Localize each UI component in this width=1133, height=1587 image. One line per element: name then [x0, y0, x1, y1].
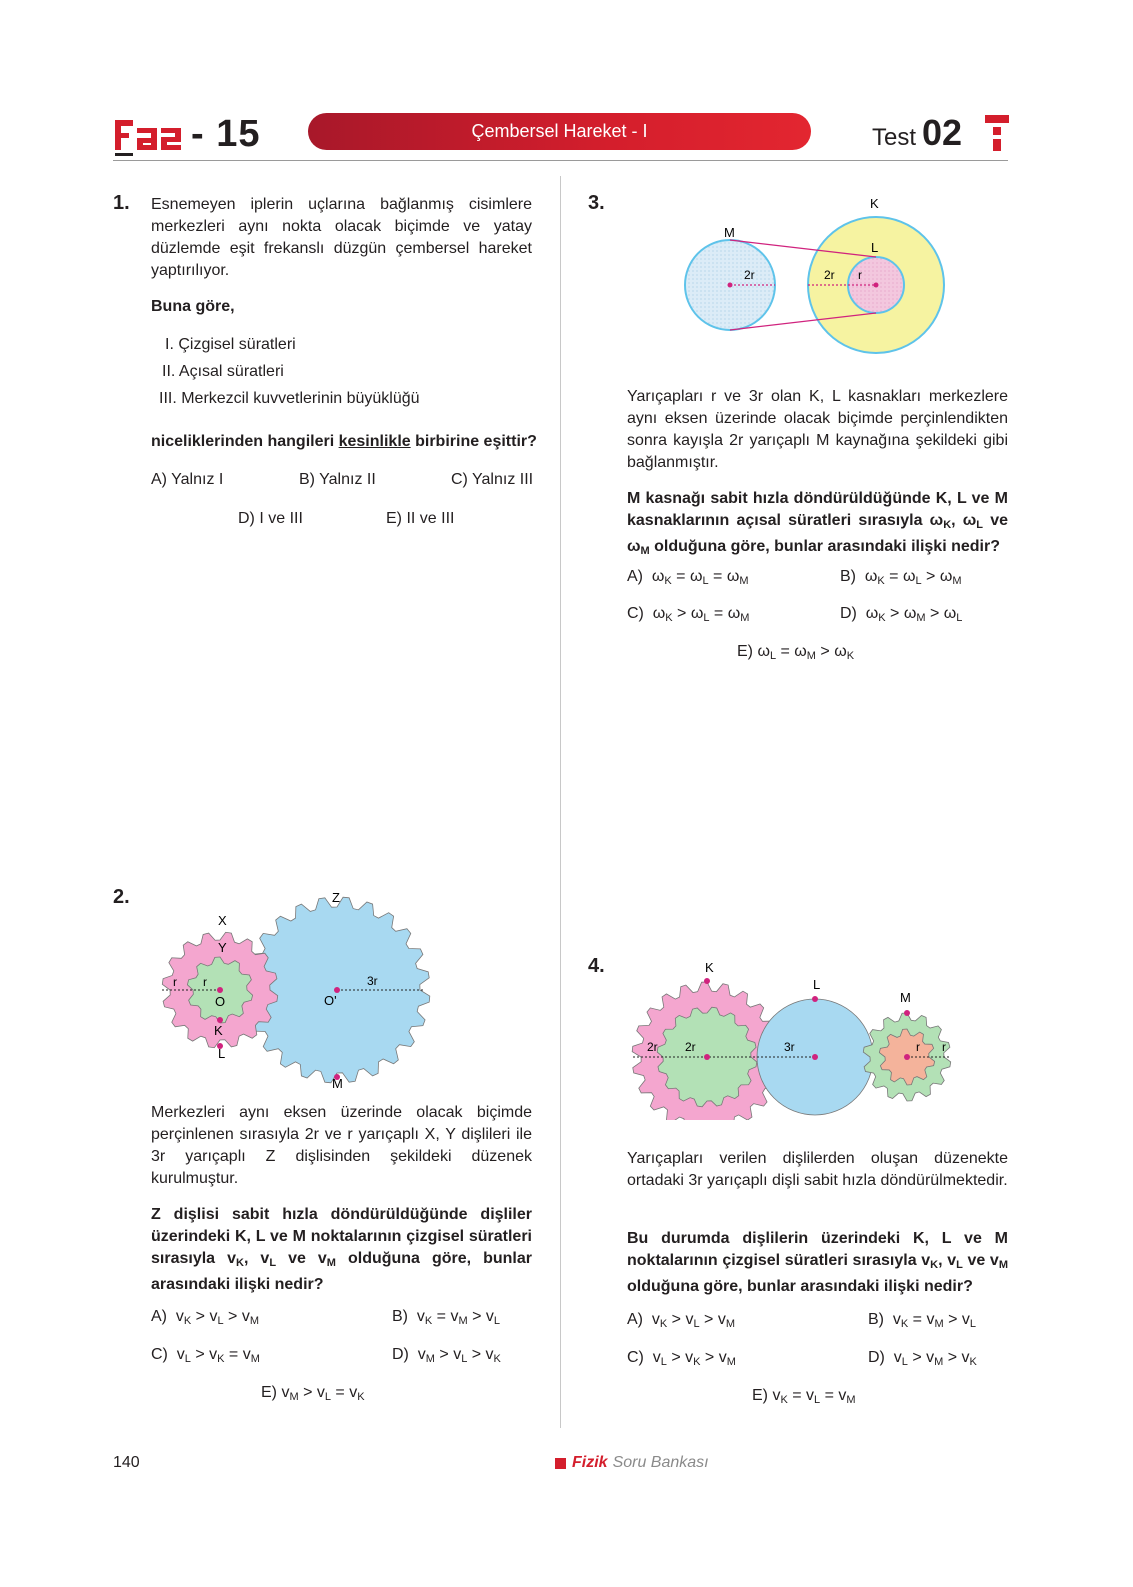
q4-gear-figure [625, 958, 960, 1120]
q3-label-k: K [870, 196, 879, 211]
q1-item-3: III. Merkezcil kuvvetlerinin büyüklüğü [159, 390, 420, 407]
q1-option-c[interactable]: C) Yalnız III [451, 471, 534, 488]
q2-question-post: olduğuna göre, bunlar arasındaki ilişki nedir? [151, 1250, 533, 1293]
q4-center-k [704, 1054, 710, 1060]
q4-option-e[interactable]: E) $v_K = v_L = v_M$ [752, 1387, 856, 1406]
test-word: Test [872, 124, 917, 151]
q2-label-3r: 3r [367, 974, 378, 988]
q2-question-pre: Z dişlisi sabit hızla döndürüldüğünde dişliler üzerindeki K, L ve M noktalarının çizgisel süratleri sırasıyla v [151, 1206, 532, 1267]
q3-option-d[interactable]: D) $\omega_K > \omega_M > \omega_L$ [840, 605, 963, 624]
footer-subtitle: Soru Bankası [612, 1454, 709, 1471]
q3-option-a[interactable]: A) $\omega_K = \omega_L = \omega_M$ [627, 568, 749, 587]
q2-number: 2. [113, 886, 130, 908]
q4-option-d[interactable]: D) $v_L > v_M > v_K$ [868, 1349, 977, 1368]
q2-label-r2: r [203, 975, 207, 989]
q4-text: Yarıçapları verilen dişlilerden oluşan düzenekte ortadaki 3r yarıçaplı dişli sabit hızla döndürülmektedir. [627, 1150, 1008, 1189]
q3-option-e[interactable]: E) $\omega_L = \omega_M > \omega_K$ [737, 643, 855, 662]
q3-label-k-radius: 2r [824, 268, 835, 282]
q2-gear-figure [150, 880, 440, 1095]
footer-square-icon [555, 1458, 566, 1469]
q2-option-c[interactable]: C) $v_L > v_K = v_M$ [151, 1346, 260, 1365]
q3-label-l-radius: r [858, 268, 862, 282]
q1-item-2: II. Açısal süratleri [162, 363, 284, 380]
footer-brand-name: Fizik [572, 1454, 608, 1471]
page-number: 140 [113, 1454, 140, 1471]
q4-question-pre: Bu durumda dişlilerin üzerindeki K, L ve M noktalarının çizgisel süratleri sırasıyla v [627, 1230, 1008, 1269]
q1-question-pre: niceliklerinden hangileri [151, 433, 339, 450]
q2-option-d[interactable]: D) $v_M > v_L > v_K$ [392, 1346, 501, 1365]
q3-number: 3. [588, 192, 605, 214]
q1-number: 1. [113, 192, 130, 214]
q4-point-k [704, 978, 710, 984]
column-divider [560, 176, 561, 1428]
q1-item-1: I. Çizgisel süratleri [165, 336, 296, 353]
q1-question [151, 431, 537, 453]
q4-label-k: K [705, 960, 714, 975]
q4-option-c[interactable]: C) $v_L > v_K > v_M$ [627, 1349, 736, 1368]
brand-number: - 15 [191, 112, 261, 155]
q2-label-y: Y [218, 940, 227, 955]
q4-option-a[interactable]: A) $v_K > v_L > v_M$ [627, 1311, 735, 1330]
q3-label-m-radius: 2r [744, 268, 755, 282]
q1-question-emph: kesinlikle [338, 433, 411, 450]
q2-label-z: Z [332, 890, 340, 905]
q4-label-2r-a: 2r [647, 1040, 658, 1054]
q4-label-r-e: r [942, 1040, 946, 1054]
chapter-banner: Çembersel Hareket - I [308, 113, 811, 150]
q3-label-m: M [724, 225, 735, 240]
q3-option-b[interactable]: B) $\omega_K = \omega_L > \omega_M$ [840, 568, 962, 587]
q1-option-b[interactable]: B) Yalnız II [299, 471, 376, 488]
q2-label-m: M [332, 1076, 343, 1091]
q1-option-e[interactable]: E) II ve III [386, 510, 455, 527]
q1-prompt: Buna göre, [151, 298, 235, 315]
q3-text: Yarıçapları r ve 3r olan K, L kasnakları merkezlere aynı eksen üzerinde olacak biçimde perçinlendikten sonra kayışla 2r yarıçaplı M kaynağına şekildeki gibi bağlanmıştır. [627, 388, 1008, 471]
q3-pulley-figure [680, 190, 950, 360]
q4-question: Bu durumda dişlilerin üzerindeki K, L ve M noktalarının çizgisel süratleri sırasıyla $v_K$, $v_L$ ve $v_M$ olduğuna göre, bunlar arasındaki ilişki nedir? [627, 1230, 1008, 1295]
q4-option-b[interactable]: B) $v_K = v_M > v_L$ [868, 1311, 976, 1330]
q3-option-c[interactable]: C) $\omega_K > \omega_L = \omega_M$ [627, 605, 750, 624]
footer-brand [555, 1454, 709, 1472]
q2-option-b[interactable]: B) $v_K = v_M > v_L$ [392, 1308, 500, 1327]
q3-question-main: M kasnağı sabit hızla döndürüldüğünde K, L ve M kasnaklarının açısal süratleri sırasıyla [627, 490, 1008, 529]
q4-point-l [812, 996, 818, 1002]
q2-label-o-prime: O' [324, 993, 337, 1008]
q1-text: Esnemeyen iplerin uçlarına bağlanmış cisimlere merkezleri aynı nokta olacak biçimde ve yatay düzlemde eşit frekanslı düzgün çembersel hareket yaptırılıyor. [151, 196, 532, 279]
q2-option-a[interactable]: A) $v_K > v_L > v_M$ [151, 1308, 259, 1327]
test-logo-icon [985, 113, 1009, 153]
q2-label-o: O [215, 994, 226, 1009]
q4-point-m [904, 1010, 910, 1016]
q3-question: M kasnağı sabit hızla döndürüldüğünde K, L ve M kasnaklarının açısal süratleri sırasıyla $\omega_K$, $\omega_L$ ve $\omega_M$ olduğuna göre, bunlar arasındaki ilişki nedir? [627, 490, 1008, 557]
q1-option-a[interactable]: A) Yalnız I [151, 471, 224, 488]
q2-text: Merkezleri aynı eksen üzerinde olacak biçimde perçinlenen sırasıyla 2r ve r yarıçaplı X, Y dişlileri ile 3r yarıçaplı Z dişlisinden şekildeki düzenek kurulmuştur. [151, 1104, 532, 1187]
q4-label-3r: 3r [784, 1040, 795, 1054]
q2-label-r1: r [173, 975, 177, 989]
q3-question-post: olduğuna göre, bunlar arasındaki ilişki nedir? [654, 538, 1000, 555]
test-number: 02 [922, 112, 963, 153]
q4-center-m [904, 1054, 910, 1060]
q4-label-m: M [900, 990, 911, 1005]
faz-logo [113, 112, 185, 156]
q4-label-2r-b: 2r [685, 1040, 696, 1054]
q2-point-o [217, 987, 223, 993]
test-label [872, 112, 962, 154]
q1-option-d[interactable]: D) I ve III [238, 510, 303, 527]
q4-number: 4. [588, 955, 605, 977]
q2-label-k: K [214, 1023, 223, 1038]
q4-center-l [812, 1054, 818, 1060]
q1-question-post: birbirine eşittir? [410, 433, 537, 450]
header-rule [113, 160, 1008, 161]
q4-label-l: L [813, 977, 821, 992]
q2-option-e[interactable]: E) $v_M > v_L = v_K$ [261, 1384, 365, 1403]
q2-label-l: L [218, 1046, 226, 1061]
q4-label-r-d: r [916, 1040, 920, 1054]
q2-label-x: X [218, 913, 227, 928]
brand [113, 112, 260, 156]
q2-question: Z dişlisi sabit hızla döndürüldüğünde dişliler üzerindeki K, L ve M noktalarının çizgisel süratleri sırasıyla $v_K$, $v_L$ ve $v_M$ olduğuna göre, bunlar arasındaki ilişki nedir? [151, 1206, 533, 1293]
q3-label-l: L [871, 240, 879, 255]
q4-question-post: olduğuna göre, bunlar arasındaki ilişki nedir? [627, 1278, 973, 1295]
